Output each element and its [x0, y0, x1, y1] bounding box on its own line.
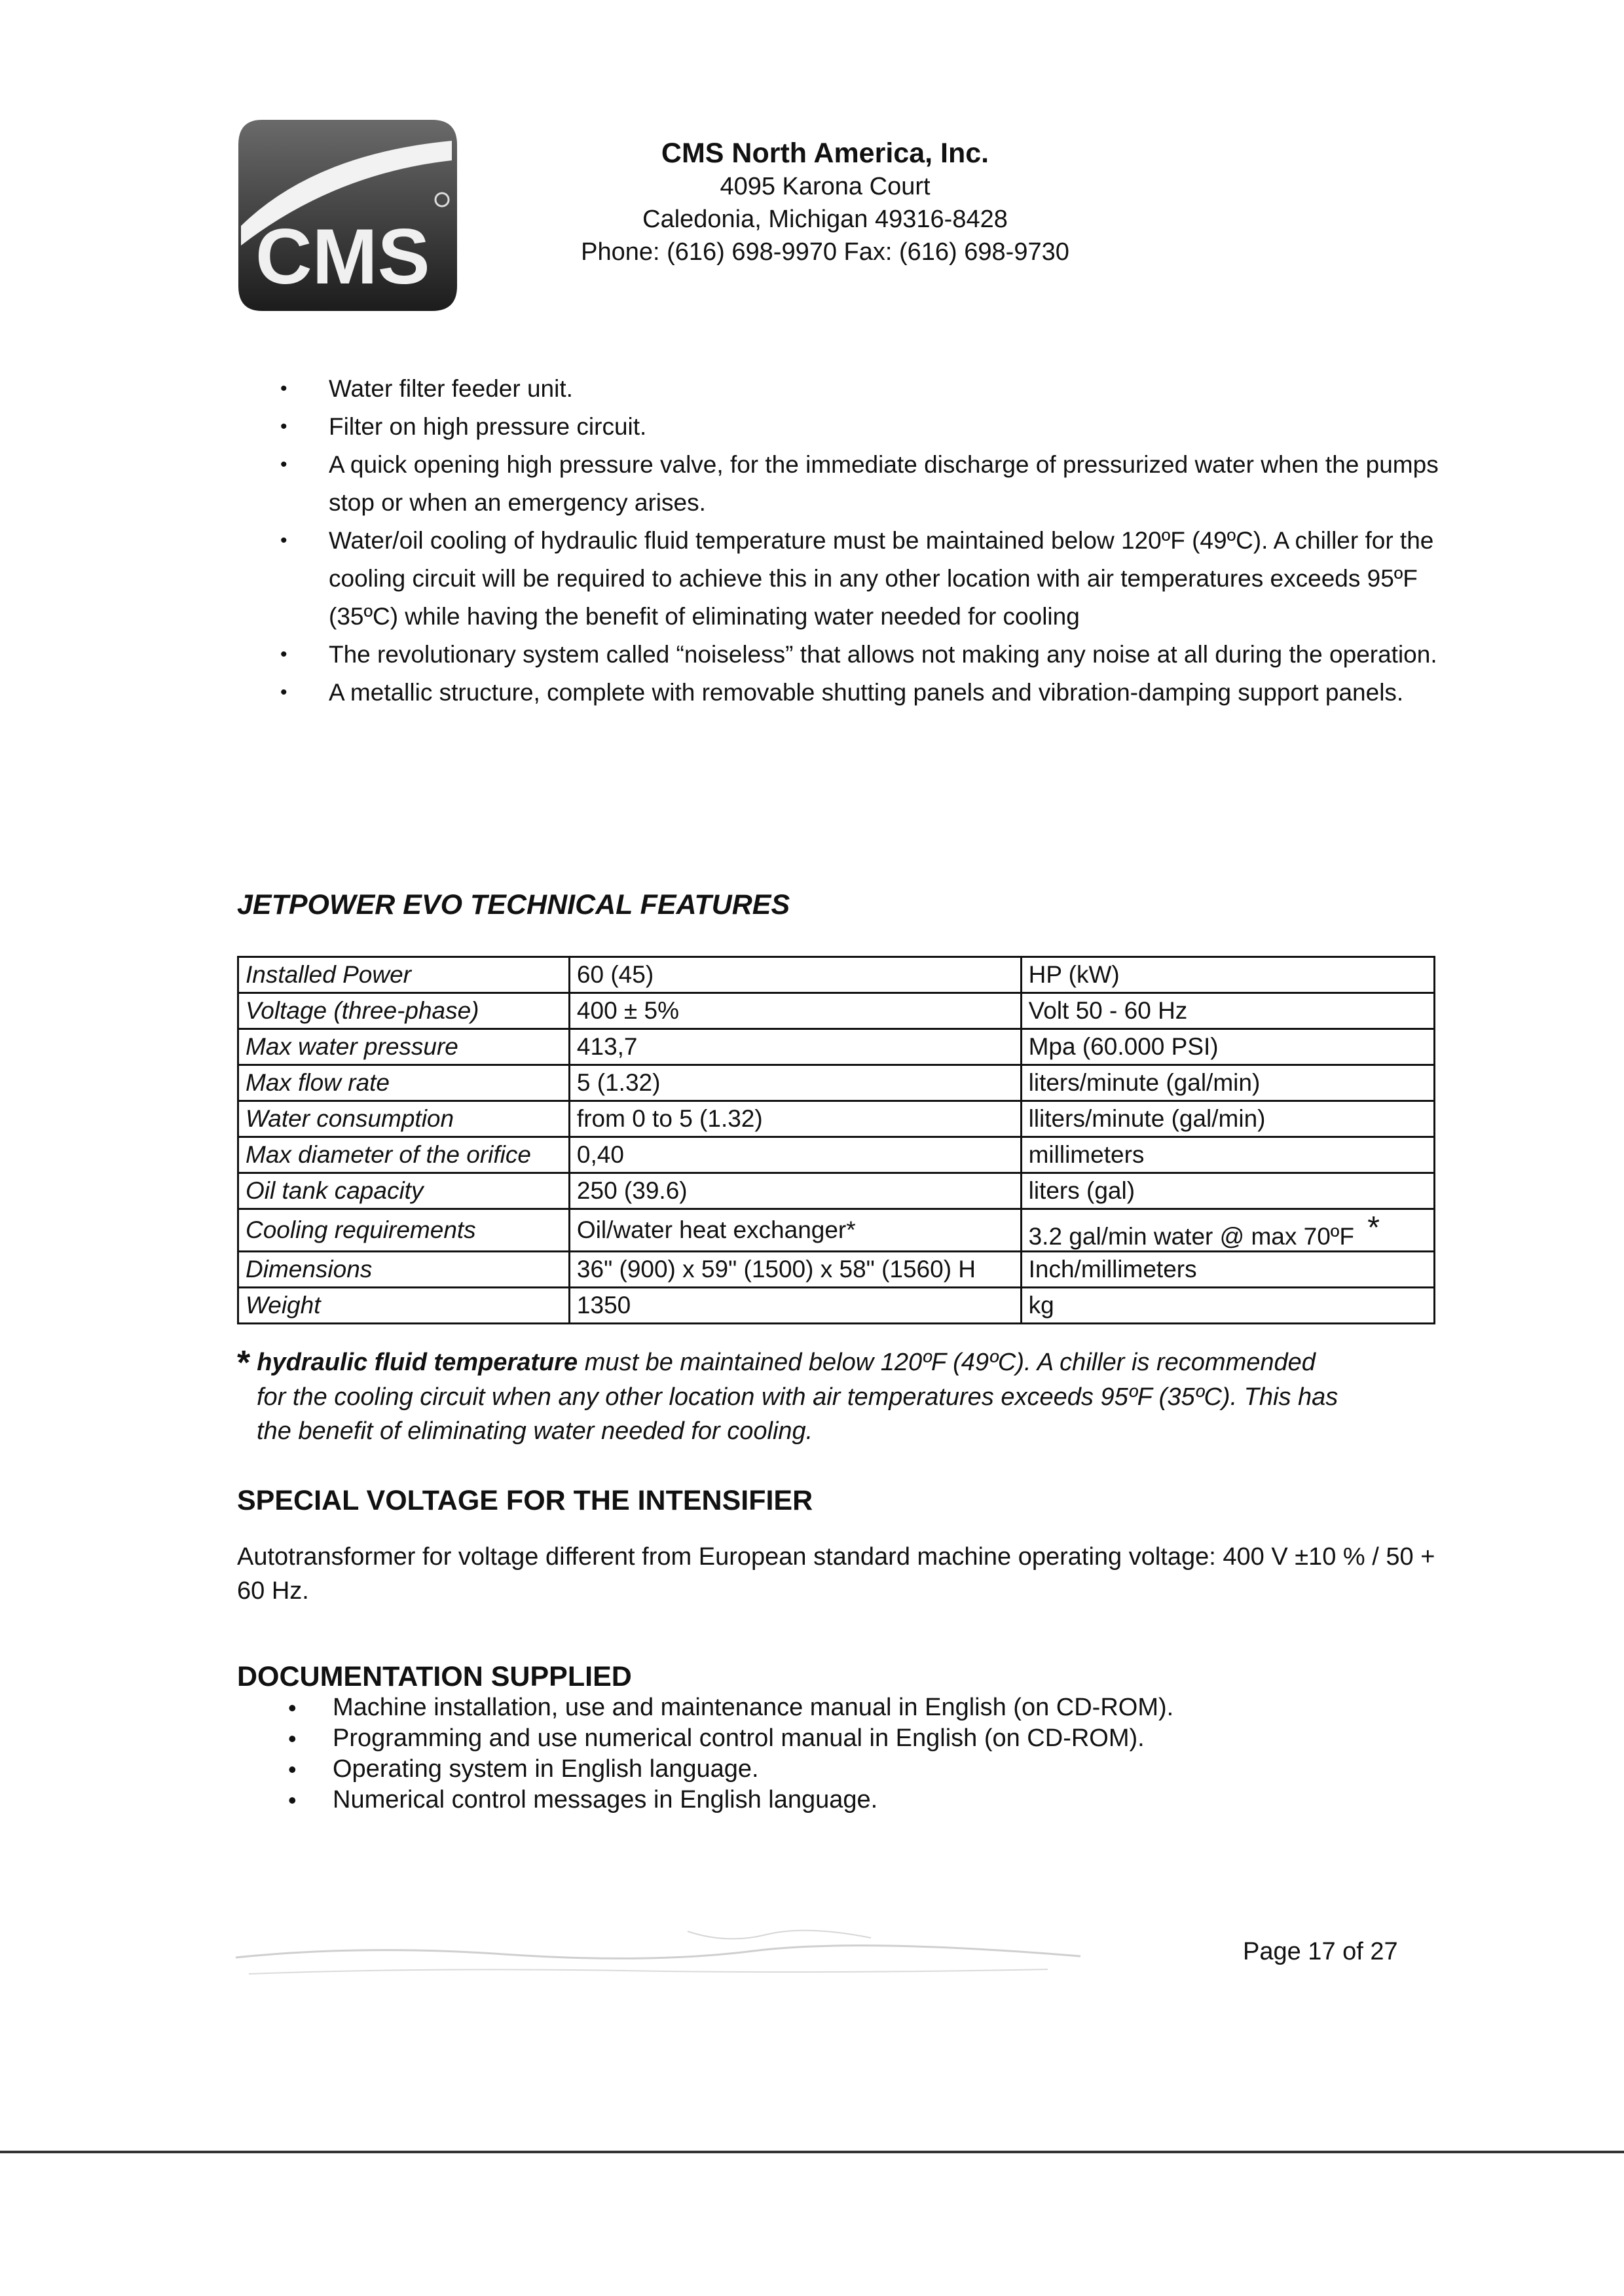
- spec-label: Max flow rate: [238, 1065, 570, 1101]
- feature-item: • Water filter feeder unit.: [275, 370, 1441, 408]
- cms-logo: [236, 115, 462, 318]
- spec-unit: Mpa (60.000 PSI): [1021, 1029, 1434, 1065]
- spec-label: Water consumption: [238, 1101, 570, 1137]
- table-row: [238, 993, 1435, 1029]
- footnote-star: *: [237, 1344, 251, 1382]
- scan-artifact: [229, 1918, 1087, 1990]
- page-number: Page 17 of 27: [1243, 1938, 1398, 1965]
- spec-label: Oil tank capacity: [238, 1173, 570, 1209]
- footnote-mark: *: [1367, 1211, 1380, 1245]
- footnote-line-1: must be maintained below 120ºF (49ºC). A chiller is recommended: [578, 1349, 1316, 1376]
- documentation-item: • Programming and use numerical control manual in English (on CD-ROM).: [288, 1723, 1173, 1754]
- spec-label: Weight: [238, 1288, 570, 1324]
- spec-unit: Inch/millimeters: [1021, 1252, 1434, 1288]
- spec-unit: liters (gal): [1021, 1173, 1434, 1209]
- spec-table: [237, 956, 1435, 1324]
- company-name: CMS North America, Inc.: [661, 137, 989, 169]
- documentation-heading: DOCUMENTATION SUPPLIED: [237, 1661, 632, 1692]
- letterhead: [498, 136, 1153, 268]
- svg-text:CMS: CMS: [255, 213, 430, 301]
- table-row: [238, 1065, 1435, 1101]
- feature-item: • A metallic structure, complete with removable shutting panels and vibration-damping support panels.: [275, 674, 1441, 712]
- table-row: [238, 1137, 1435, 1173]
- feature-item: • Filter on high pressure circuit.: [275, 408, 1441, 446]
- tech-features-heading: JETPOWER EVO TECHNICAL FEATURES: [237, 889, 790, 920]
- footnote-line-2: for the cooling circuit when any other location with air temperatures exceeds 95ºF (35ºC). This has: [257, 1383, 1338, 1411]
- spec-value: 60 (45): [569, 957, 1021, 993]
- spec-unit: HP (kW): [1021, 957, 1434, 993]
- city-address: Caledonia, Michigan 49316-8428: [642, 206, 1008, 233]
- spec-value: Oil/water heat exchanger*: [569, 1209, 1021, 1252]
- feature-item: • A quick opening high pressure valve, for the immediate discharge of pressurized water when the pumps stop or when an emergency arises.: [275, 446, 1441, 522]
- scan-edge-line: [0, 2151, 1624, 2153]
- street-address: 4095 Karona Court: [720, 173, 931, 200]
- documentation-list: [288, 1692, 1173, 1815]
- spec-unit: millimeters: [1021, 1137, 1434, 1173]
- spec-unit: liters/minute (gal/min): [1021, 1065, 1434, 1101]
- spec-value: 36" (900) x 59" (1500) x 58" (1560) H: [569, 1252, 1021, 1288]
- table-row: [238, 1209, 1435, 1252]
- table-row: [238, 1252, 1435, 1288]
- spec-unit: kg: [1021, 1288, 1434, 1324]
- spec-unit: 3.2 gal/min water @ max 70ºF: [1028, 1223, 1354, 1250]
- table-row: [238, 1101, 1435, 1137]
- spec-value: 0,40: [569, 1137, 1021, 1173]
- spec-value: 5 (1.32): [569, 1065, 1021, 1101]
- spec-label: Dimensions: [238, 1252, 570, 1288]
- spec-unit: Volt 50 - 60 Hz: [1021, 993, 1434, 1029]
- documentation-item: • Machine installation, use and maintenance manual in English (on CD-ROM).: [288, 1692, 1173, 1723]
- spec-label: Max diameter of the orifice: [238, 1137, 570, 1173]
- spec-label: Max water pressure: [238, 1029, 570, 1065]
- spec-value: from 0 to 5 (1.32): [569, 1101, 1021, 1137]
- table-row: [238, 957, 1435, 993]
- spec-label: Installed Power: [238, 957, 570, 993]
- table-footnote: [237, 1345, 1442, 1448]
- special-voltage-heading: SPECIAL VOLTAGE FOR THE INTENSIFIER: [237, 1485, 813, 1516]
- spec-value: 413,7: [569, 1029, 1021, 1065]
- spec-unit-cell: [1021, 1209, 1434, 1252]
- footnote-line-3: the benefit of eliminating water needed for cooling.: [257, 1417, 813, 1445]
- documentation-item: • Numerical control messages in English language.: [288, 1785, 1173, 1815]
- table-row: [238, 1173, 1435, 1209]
- spec-value: 1350: [569, 1288, 1021, 1324]
- special-voltage-text: Autotransformer for voltage different from European standard machine operating voltage: 400 V ±10 % / 50 + 60 Hz.: [237, 1543, 1435, 1605]
- spec-value: 400 ± 5%: [569, 993, 1021, 1029]
- documentation-item: • Operating system in English language.: [288, 1754, 1173, 1785]
- table-row: [238, 1029, 1435, 1065]
- spec-label: Cooling requirements: [238, 1209, 570, 1252]
- contact-line: Phone: (616) 698-9970 Fax: (616) 698-9730: [581, 238, 1069, 266]
- table-row: [238, 1288, 1435, 1324]
- feature-item: • The revolutionary system called “noiseless” that allows not making any noise at all during the operation.: [275, 636, 1441, 674]
- feature-item: • Water/oil cooling of hydraulic fluid temperature must be maintained below 120ºF (49ºC). A chiller for the cooling circuit will be required to achieve this in any other location with air temperatures exceeds 95ºF (35ºC) while having the benefit of eliminating water needed for cooling: [275, 522, 1441, 636]
- footnote-bold: hydraulic fluid temperature: [257, 1349, 578, 1376]
- spec-unit: lliters/minute (gal/min): [1021, 1101, 1434, 1137]
- spec-value: 250 (39.6): [569, 1173, 1021, 1209]
- feature-list: [275, 370, 1441, 712]
- spec-label: Voltage (three-phase): [238, 993, 570, 1029]
